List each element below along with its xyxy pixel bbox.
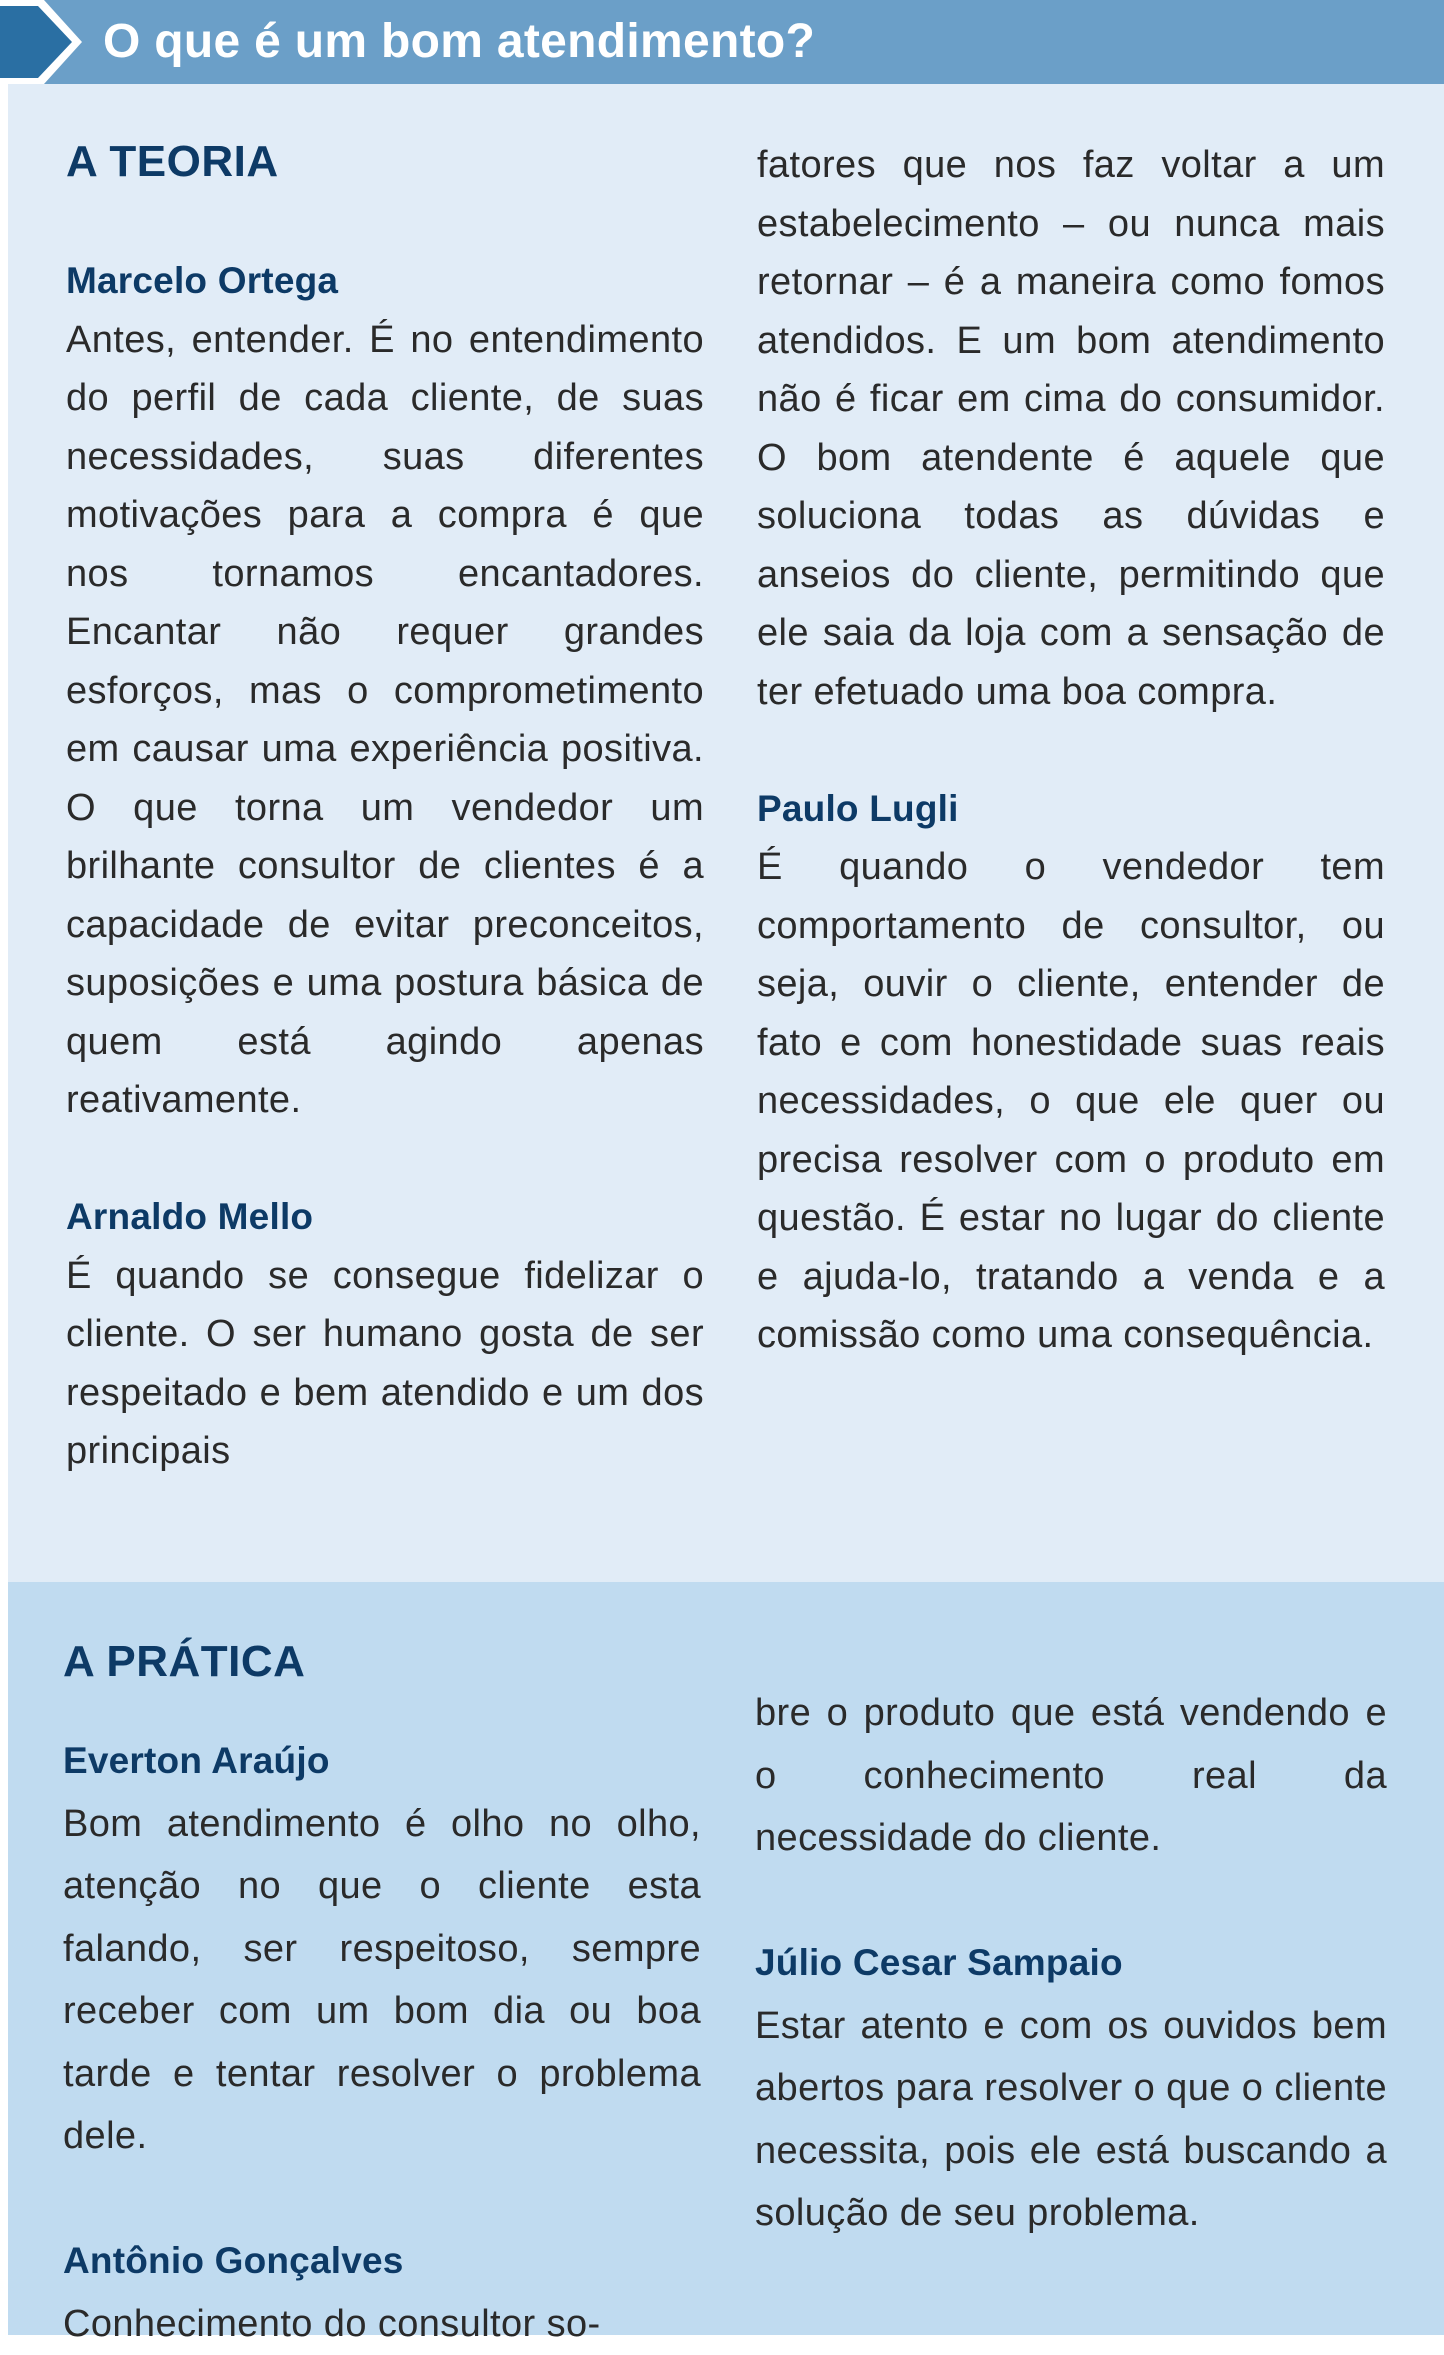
header-bar [0, 0, 1444, 84]
section-heading-teoria: A TEORIA [66, 134, 279, 190]
author-name: Antônio Gonçalves [63, 2230, 701, 2293]
author-name: Júlio Cesar Sampaio [755, 1932, 1387, 1995]
author-name: Arnaldo Mello [66, 1188, 704, 1247]
author-text: Estar atento e com os ouvidos bem abertos para resolver o que o cliente necessita, pois ele está buscando a solução de seu problema. [755, 1995, 1387, 2245]
pratica-column-left [63, 1730, 701, 2355]
teoria-column-right [757, 136, 1385, 1365]
author-name: Everton Araújo [63, 1730, 701, 1793]
author-name: Paulo Lugli [757, 780, 1385, 839]
section-pratica [8, 1582, 1444, 2335]
author-name: Marcelo Ortega [66, 252, 704, 311]
section-teoria [8, 84, 1444, 1582]
page-title: O que é um bom atendimento? [103, 10, 815, 74]
author-text: Antes, entender. É no entendimento do perfil de cada cliente, de suas necessidades, suas diferentes motivações para a compra é que nos tornamos encantadores. Encantar não requer grandes esforços, mas o comprometimento em causar uma experiência positiva. O que torna um vendedor um brilhante consultor de clientes é a capacidade de evitar preconceitos, suposições e uma postura básica de quem está agindo apenas reativamente. [66, 311, 704, 1130]
continued-text: fatores que nos faz voltar a um estabelecimento – ou nunca mais retornar – é a maneira como fomos atendidos. E um bom atendimento não é ficar em cima do consumidor. O bom atendente é aquele que soluciona todas as dúvidas e anseios do cliente, permitindo que ele saia da loja com a sensação de ter efetuado uma boa compra. [757, 136, 1385, 721]
author-text: É quando se consegue fidelizar o cliente. O ser humano gosta de ser respeitado e bem atendido e um dos principais [66, 1247, 704, 1481]
chevron-right-icon [0, 0, 82, 84]
continued-text: bre o produto que está vendendo e o conhecimento real da necessidade do cliente. [755, 1682, 1387, 1870]
pratica-column-right [755, 1682, 1387, 2245]
section-heading-pratica: A PRÁTICA [63, 1634, 305, 1690]
author-text: É quando o vendedor tem comportamento de consultor, ou seja, ouvir o cliente, entender de fato e com honestidade suas reais necessidades, o que ele quer ou precisa resolver com o produto em questão. É estar no lugar do cliente e ajuda-lo, tratando a venda e a comissão como uma consequência. [757, 838, 1385, 1365]
teoria-column-left [66, 252, 704, 1481]
author-text: Conhecimento do consultor so- [63, 2293, 701, 2355]
author-text: Bom atendimento é olho no olho, atenção no que o cliente esta falando, ser respeitoso, sempre receber com um bom dia ou boa tarde e tentar resolver o problema dele. [63, 1793, 701, 2168]
